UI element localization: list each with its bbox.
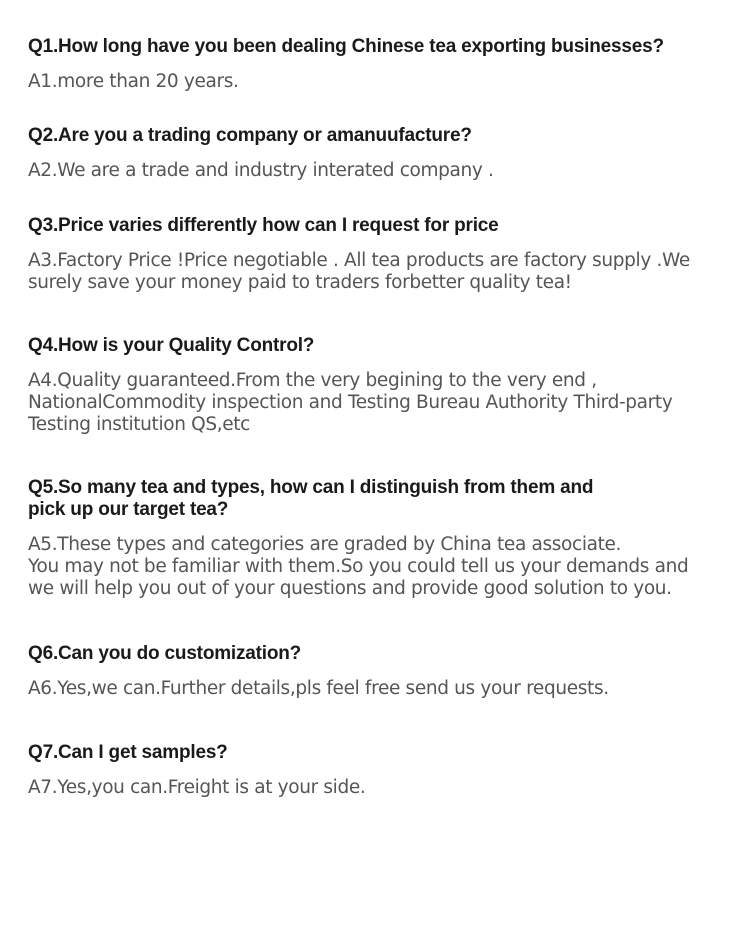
faq-item-6 [28, 643, 728, 700]
answer-4: A4.Quality guaranteed.From the very begining to the very end , NationalCommodity inspection and Testing Bureau Authority Third-party Testing institution QS,etc [28, 370, 673, 435]
answer-2: A2.We are a trade and industry interated company . [28, 160, 494, 181]
question-6: Q6.Can you do customization? [28, 643, 302, 664]
faq-item-5 [28, 477, 728, 600]
faq-item-4 [28, 335, 728, 436]
faq-item-1 [28, 36, 728, 93]
faq-item-2 [28, 125, 728, 182]
question-4: Q4.How is your Quality Control? [28, 335, 315, 356]
question-3: Q3.Price varies differently how can I request for price [28, 215, 499, 236]
answer-7: A7.Yes,you can.Freight is at your side. [28, 777, 366, 798]
question-2: Q2.Are you a trading company or amanuufacture? [28, 125, 472, 146]
question-5: Q5.So many tea and types, how can I distinguish from them and pick up our target tea? [28, 477, 594, 520]
answer-5: A5.These types and categories are graded by China tea associate. You may not be familiar with them.So you could tell us your demands and we will help you out of your questions and provide good solution to you. [28, 534, 689, 599]
question-7: Q7.Can I get samples? [28, 742, 228, 763]
question-1: Q1.How long have you been dealing Chinese tea exporting businesses? [28, 36, 664, 57]
answer-1: A1.more than 20 years. [28, 71, 239, 92]
faq-item-7 [28, 742, 728, 799]
answer-3: A3.Factory Price !Price negotiable . All tea products are factory supply .We surely save your money paid to traders forbetter quality tea! [28, 250, 690, 293]
faq-item-3 [28, 215, 728, 294]
answer-6: A6.Yes,we can.Further details,pls feel free send us your requests. [28, 678, 609, 699]
